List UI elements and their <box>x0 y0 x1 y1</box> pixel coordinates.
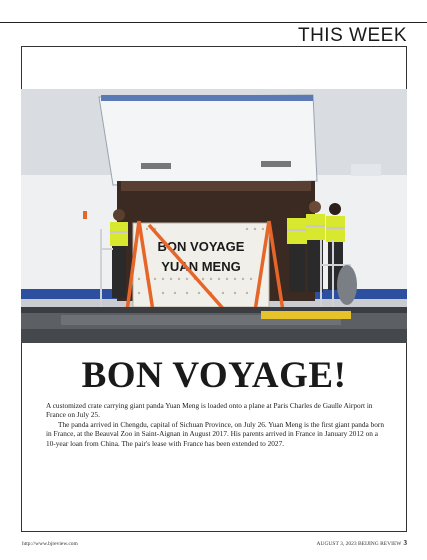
panda-crate <box>133 223 269 307</box>
cover-photo <box>21 89 407 343</box>
footer-url[interactable]: http://www.bjreview.com <box>22 541 78 547</box>
footer-issue-info <box>317 539 408 547</box>
section-title: THIS WEEK <box>297 25 407 46</box>
caption-paragraph: A customized crate carrying giant panda Yuan Meng is loaded onto a plane at Paris Charles de Gaulle Airport in France on July 25. <box>46 401 373 420</box>
body-paragraph: The panda arrived in Chengdu, capital of Sichuan Province, on July 26. Yuan Meng is the first giant panda born in France, at the Beauval Zoo in Saint-Aignan in August 2017. His parents arrived in France in January 2012 on a 10-year loan from China. The pair's lease with France has been extended to 2027. <box>46 419 384 448</box>
top-rule <box>0 22 427 23</box>
worker-right-2 <box>306 201 325 292</box>
crate-label-line2: YUAN MENG <box>161 259 241 274</box>
worker-right-1 <box>287 205 307 292</box>
article-body <box>46 401 386 448</box>
page-number: 3 <box>403 539 407 547</box>
headline: BON VOYAGE! <box>81 355 347 396</box>
issue-label: AUGUST 3, 2023 BEIJING REVIEW <box>316 541 402 547</box>
worker-left <box>110 209 128 298</box>
crate-label-line1: BON VOYAGE <box>157 239 245 254</box>
